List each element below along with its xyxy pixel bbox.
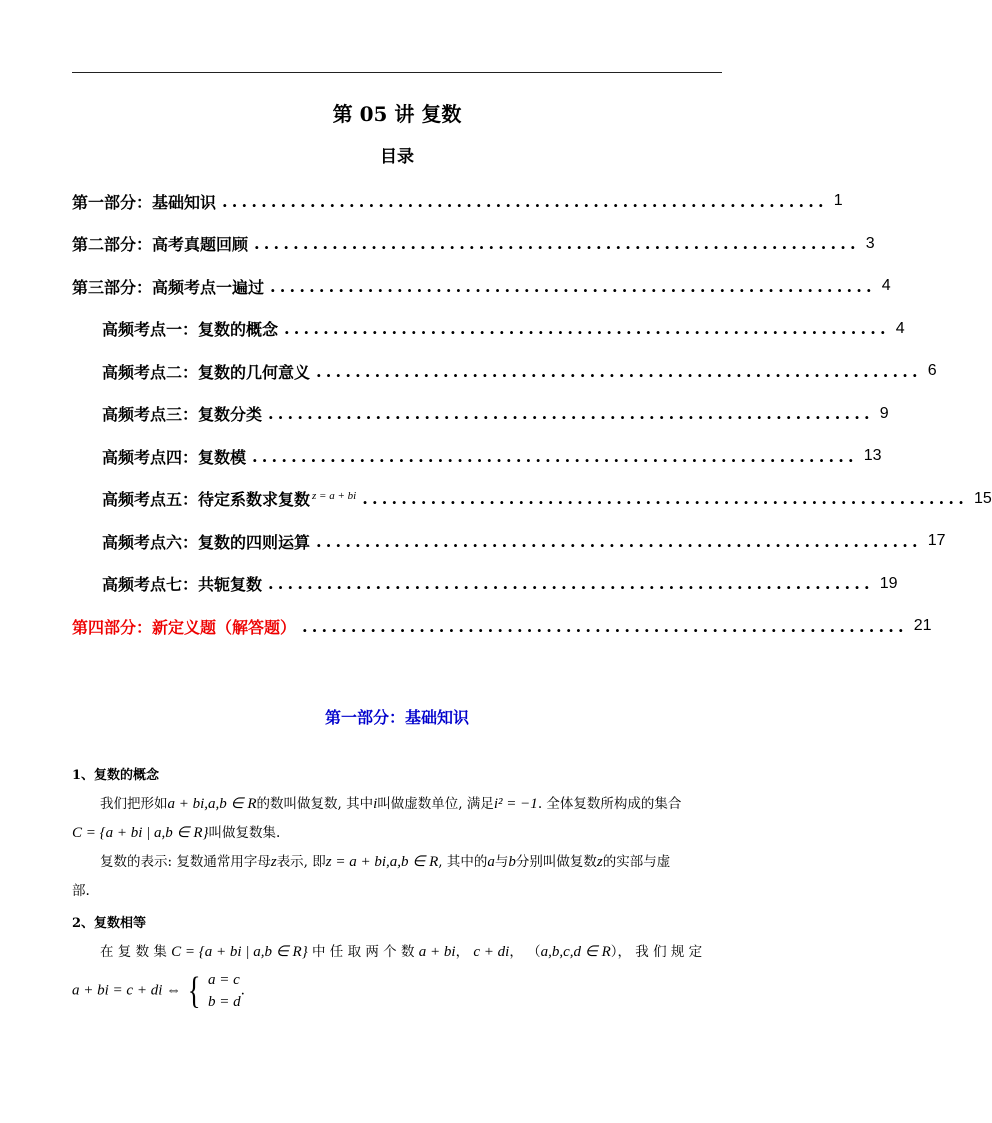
math-expression: z	[270, 854, 277, 870]
toc-entry-page: 3	[865, 234, 875, 252]
toc-leader-dots: ..............................................................	[222, 191, 828, 211]
math-expression: i	[373, 796, 378, 812]
math-expression: b = d	[207, 994, 241, 1010]
toc-leader-dots: ..............................................................	[316, 531, 922, 551]
toc-entry-page: 1	[833, 192, 843, 210]
text: 我们把形如	[100, 796, 168, 812]
math-expression: a + bi	[418, 944, 456, 960]
text: 在 复 数 集	[100, 944, 167, 960]
text: 的数叫做复数, 其中	[256, 796, 374, 812]
toc-leader-dots: ..............................................................	[362, 489, 968, 509]
toc-entry-page: 17	[927, 532, 946, 550]
toc-entry-label: 第二部分：高考真题回顾	[72, 235, 249, 255]
toc-entry-page: 21	[913, 617, 932, 635]
toc-entry-label: 高频考点二：复数的几何意义	[102, 362, 311, 382]
paragraph-complex-definition	[72, 790, 722, 906]
math-expression: i² = −1	[493, 796, 538, 812]
toc-entry-label: 高频考点五：待定系数求复数	[102, 490, 311, 510]
toc-entry[interactable]	[72, 478, 992, 521]
toc-entry-page: 13	[863, 447, 882, 465]
toc-entry-label: 第四部分：新定义题（解答题）	[72, 617, 297, 637]
math-expression: a,b,c,d ∈ R	[540, 944, 611, 960]
toc-entry[interactable]	[72, 393, 889, 436]
toc-entry[interactable]	[72, 435, 882, 478]
text: .	[240, 982, 245, 999]
toc-entry-page: 19	[879, 574, 898, 592]
toc-entry-formula: z = a + bi	[312, 489, 357, 502]
text: 叫做虚数单位, 满足	[377, 796, 494, 812]
math-expression: C = {a + bi | a,b ∈ R}	[72, 825, 209, 841]
toc-entry[interactable]	[72, 308, 905, 351]
section-heading-basics: 第一部分：基础知识	[324, 708, 469, 727]
toc-leader-dots: ..............................................................	[316, 361, 922, 381]
text: 分别叫做复数	[515, 854, 597, 870]
toc-entry-page: 9	[879, 404, 889, 422]
toc-entry-label: 高频考点一：复数的概念	[102, 320, 279, 340]
toc-entry-page: 6	[927, 362, 937, 380]
toc-leader-dots: ..............................................................	[270, 276, 876, 296]
text: ，	[455, 944, 470, 960]
cases-block	[185, 969, 240, 1013]
toc-leader-dots: ..............................................................	[302, 616, 908, 636]
toc-entry-label: 第一部分：基础知识	[72, 192, 217, 212]
math-expression: a + bi = c + di ⇔	[72, 982, 182, 999]
math-expression: c + di	[473, 944, 510, 960]
toc-entry[interactable]	[72, 563, 898, 606]
item-title-complex-concept: 1、复数的概念	[72, 768, 160, 783]
table-of-contents	[72, 180, 992, 648]
toc-entry-label: 高频考点三：复数分类	[102, 405, 263, 425]
toc-entry-label: 高频考点七：共轭复数	[102, 575, 263, 595]
text: ）， 我 们 规 定	[610, 944, 703, 960]
toc-leader-dots: ..............................................................	[252, 446, 858, 466]
toc-entry-label: 第三部分：高频考点一遍过	[72, 277, 265, 297]
text: . 全体复数所构成的集合	[537, 796, 682, 812]
toc-leader-dots: ..............................................................	[268, 574, 874, 594]
math-expression: z = a + bi,a,b ∈ R	[325, 854, 439, 870]
toc-entry[interactable]	[72, 520, 946, 563]
text: 中 任 取 两 个 数	[312, 944, 415, 960]
text: 叫做复数集.	[208, 825, 281, 841]
cases-list	[208, 969, 241, 1013]
toc-entry[interactable]	[72, 350, 937, 393]
math-expression: b	[508, 854, 516, 870]
toc-leader-dots: ..............................................................	[268, 404, 874, 424]
math-expression: a	[487, 854, 495, 870]
toc-heading: 目录	[380, 147, 414, 167]
toc-entry-page: 15	[973, 489, 992, 507]
math-expression: a + bi,a,b ∈ R	[167, 796, 257, 812]
toc-entry-label: 高频考点六：复数的四则运算	[102, 532, 311, 552]
toc-entry[interactable]	[72, 223, 875, 266]
text: 与	[494, 854, 509, 870]
toc-leader-dots: ..............................................................	[254, 234, 860, 254]
item-title-complex-equality: 2、复数相等	[72, 916, 147, 931]
document-title: 第 05 讲 复数	[332, 102, 462, 126]
toc-entry-page: 4	[881, 277, 891, 295]
header-rule	[72, 72, 722, 73]
text: ， （	[509, 944, 541, 960]
toc-leader-dots: ..............................................................	[284, 319, 890, 339]
toc-entry-label: 高频考点四：复数模	[102, 447, 247, 467]
paragraph-complex-equality	[72, 938, 722, 1013]
text: 的实部与虚	[602, 854, 671, 870]
toc-entry[interactable]	[72, 605, 932, 648]
math-expression: C = {a + bi | a,b ∈ R}	[171, 944, 308, 960]
math-expression: a = c	[207, 972, 240, 988]
toc-entry[interactable]	[72, 265, 891, 308]
toc-entry-page: 4	[895, 319, 905, 337]
text: 复数的表示: 复数通常用字母	[100, 854, 271, 870]
toc-entry[interactable]	[72, 180, 843, 223]
text: , 其中的	[438, 854, 488, 870]
math-expression: z	[596, 854, 603, 870]
text: 表示, 即	[276, 854, 326, 870]
text: 部.	[72, 883, 90, 899]
left-brace-symbol: {	[188, 970, 201, 1012]
